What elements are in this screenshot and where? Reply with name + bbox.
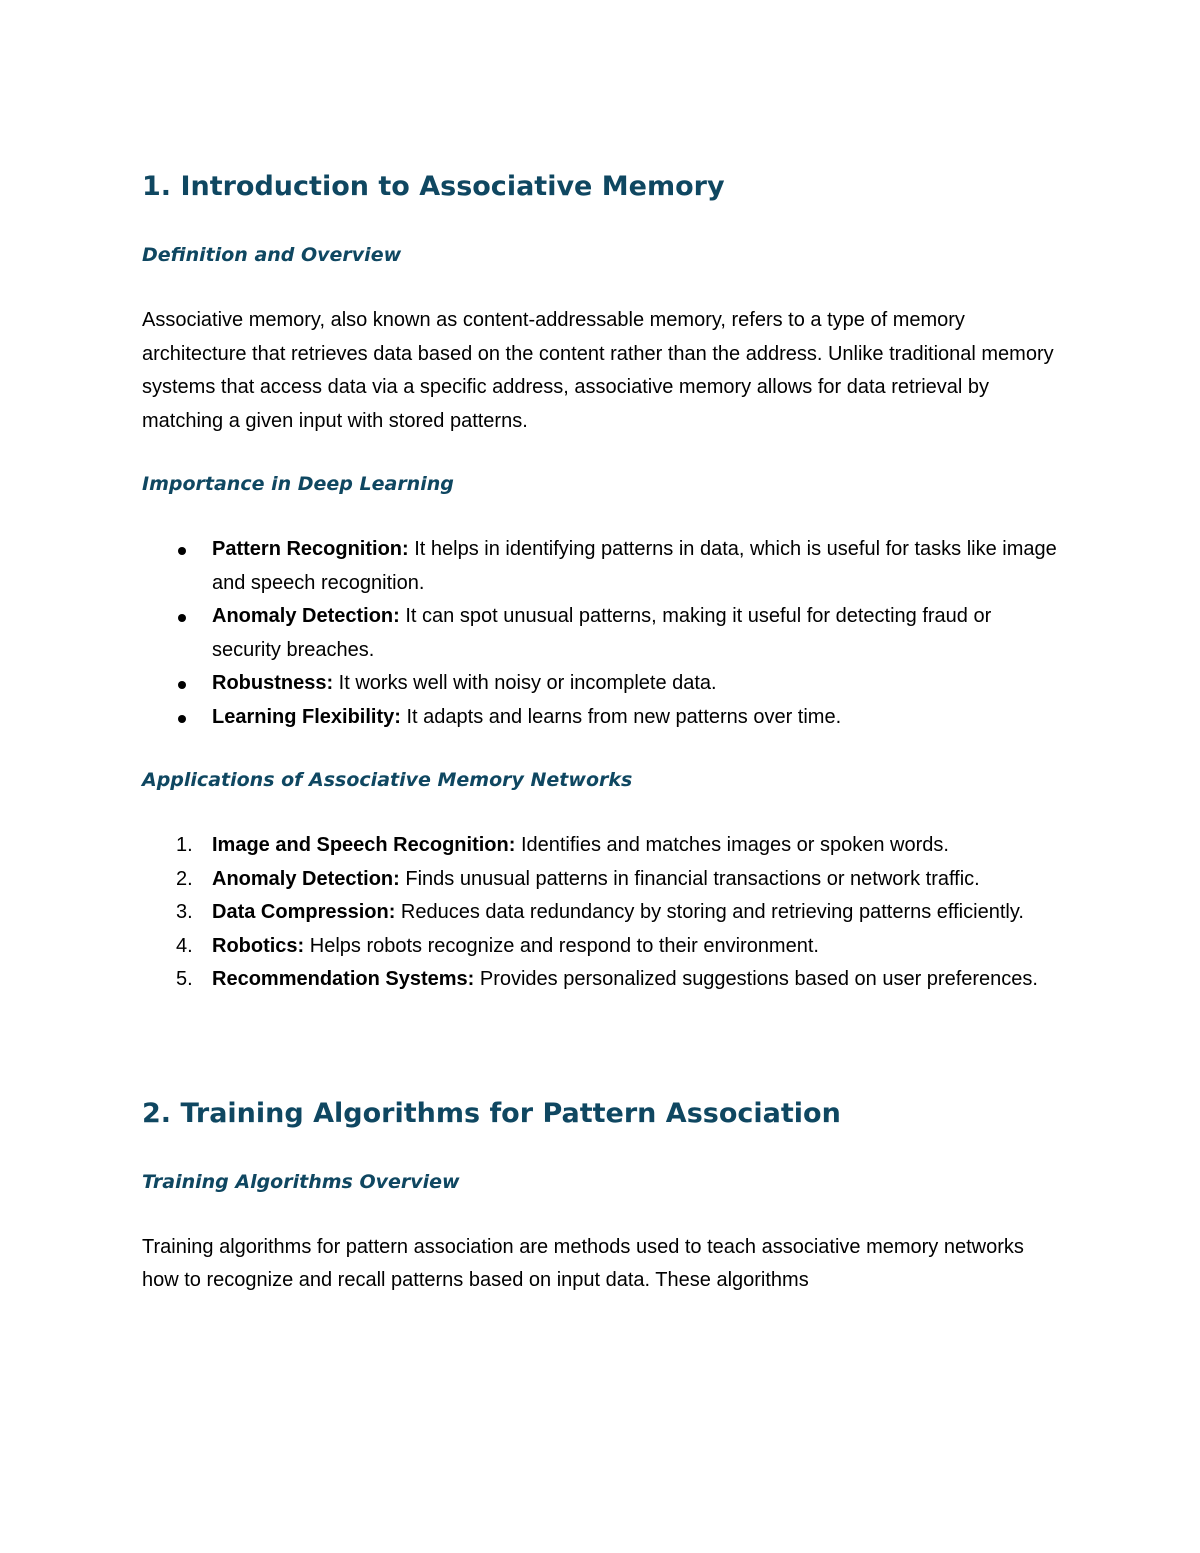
applications-list (142, 829, 1062, 997)
importance-list (142, 533, 1062, 734)
item-term: Data Compression: (212, 901, 396, 923)
training-overview-heading: Training Algorithms Overview (142, 1170, 460, 1193)
bullet-icon (178, 547, 186, 555)
item-text: Finds unusual patterns in financial transactions or network traffic. (399, 867, 980, 890)
item-term: Pattern Recognition: (212, 538, 409, 560)
importance-heading: Importance in Deep Learning (142, 473, 454, 495)
item-text: Helps robots recognize and respond to their environment. (304, 934, 819, 957)
item-number: 4. (176, 934, 193, 957)
item-term: Robotics: (212, 934, 305, 957)
item-term: Learning Flexibility: (212, 705, 401, 728)
section-1-title: 1. Introduction to Associative Memory (142, 171, 725, 202)
section-2-title: 2. Training Algorithms for Pattern Association (142, 1097, 841, 1129)
item-text: It can spot unusual patterns, making it useful for detecting fraud or security breaches. (212, 605, 992, 661)
item-term: Recommendation Systems: (212, 968, 475, 990)
item-number: 1. (176, 834, 193, 856)
bullet-icon (178, 681, 186, 689)
item-text: Reduces data redundancy by storing and retrieving patterns efficiently. (395, 901, 1024, 923)
applications-heading: Applications of Associative Memory Networks (142, 769, 633, 791)
bullet-icon (178, 715, 186, 723)
application-item-data-compression (142, 896, 1062, 930)
document-page (142, 168, 1062, 1298)
item-term: Anomaly Detection: (212, 605, 400, 627)
item-term: Image and Speech Recognition: (212, 834, 516, 856)
item-text: Provides personalized suggestions based on user preferences. (474, 968, 1038, 990)
application-item-anomaly-detection (142, 863, 1062, 897)
importance-item-pattern-recognition (142, 533, 1062, 600)
definition-heading: Definition and Overview (142, 244, 402, 266)
item-number: 5. (176, 968, 193, 990)
importance-item-anomaly-detection (142, 600, 1062, 667)
item-number: 2. (176, 867, 193, 890)
item-text: It helps in identifying patterns in data, which is useful for tasks like image and speech recognition. (212, 538, 1057, 594)
application-item-robotics (142, 930, 1062, 964)
item-text: It adapts and learns from new patterns over time. (400, 705, 842, 728)
importance-item-robustness (142, 667, 1062, 701)
training-overview-paragraph: Training algorithms for pattern association are methods used to teach associative memory networks how to recognize and recall patterns based on input data. These algorithms (142, 1235, 1024, 1291)
item-term: Anomaly Detection: (212, 867, 400, 890)
item-text: It works well with noisy or incomplete data. (333, 672, 717, 694)
importance-item-learning-flexibility (142, 701, 1062, 735)
item-number: 3. (176, 901, 193, 923)
application-item-image-speech (142, 829, 1062, 863)
definition-paragraph: Associative memory, also known as content-addressable memory, refers to a type of memory architecture that retrieves data based on the content rather than the address. Unlike traditional memory systems that access data via a specific address, associative memory allows for data retrieval by matching a given input with stored patterns. (142, 309, 1054, 432)
item-term: Robustness: (212, 672, 334, 694)
application-item-recommendation (142, 963, 1062, 997)
bullet-icon (178, 614, 186, 622)
item-text: Identifies and matches images or spoken words. (515, 834, 949, 856)
